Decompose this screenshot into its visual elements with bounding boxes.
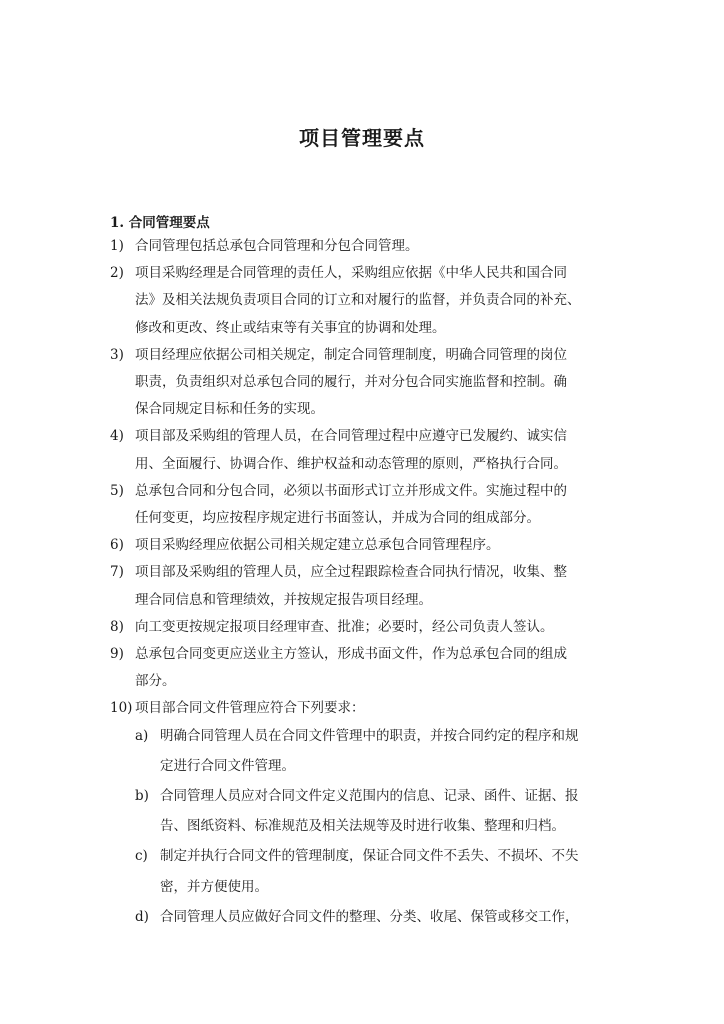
list-number: 4) — [110, 428, 124, 445]
list-item-line: 项目部及采购组的管理人员，应全过程跟踪检查合同执行情况，收集、整 — [135, 564, 567, 581]
list-number: 2) — [110, 265, 124, 282]
section-heading: 1. 合同管理要点 — [110, 215, 210, 231]
list-item-line: 向工变更按规定报项目经理审查、批准；必要时，经公司负责人签认。 — [135, 618, 554, 635]
list-number: 1) — [110, 238, 124, 254]
list-item-line: 项目采购经理是合同管理的责任人，采购组应依据《中华人民共和国合同 — [135, 265, 567, 282]
list-number: a) — [135, 727, 149, 744]
list-item-line: 理合同信息和管理绩效，并按规定报告项目经理。 — [135, 591, 432, 608]
list-item-line: 总承包合同和分包合同，必须以书面形式订立并形成文件。实施过程中的 — [135, 482, 567, 499]
sub-item-line: 明确合同管理人员在合同文件管理中的职责，并按合同约定的程序和规 — [160, 727, 579, 744]
list-item-line: 合同管理包括总承包合同管理和分包合同管理。 — [135, 238, 419, 254]
page-title: 项目管理要点 — [299, 126, 425, 150]
sub-item-line: 制定并执行合同文件的管理制度，保证合同文件不丢失、不损坏、不失 — [160, 848, 579, 865]
list-item-line: 用、全面履行、协调合作、维护权益和动态管理的原则，严格执行合同。 — [135, 455, 567, 472]
list-number: 10) — [110, 700, 133, 717]
list-number: d) — [135, 908, 149, 925]
list-number: b) — [135, 788, 149, 804]
list-number: 8) — [110, 618, 124, 635]
list-item-line: 项目部合同文件管理应符合下列要求： — [135, 700, 365, 717]
list-item-line: 保合同规定目标和任务的实现。 — [135, 401, 324, 418]
list-item-line: 部分。 — [135, 673, 176, 690]
list-item-line: 项目采购经理应依据公司相关规定建立总承包合同管理程序。 — [135, 537, 500, 554]
list-number: 9) — [110, 646, 124, 662]
sub-item-line: 合同管理人员应做好合同文件的整理、分类、收尾、保管或移交工作， — [160, 908, 579, 925]
list-item-line: 总承包合同变更应送业主方签认，形成书面文件，作为总承包合同的组成 — [135, 646, 567, 662]
sub-item-line: 定进行合同文件管理。 — [160, 757, 295, 774]
sub-item-line: 合同管理人员应对合同文件定义范围内的信息、记录、函件、证据、报 — [160, 788, 579, 804]
list-item-line: 任何变更，均应按程序规定进行书面签认，并成为合同的组成部分。 — [135, 510, 540, 526]
list-item-line: 修改和更改、终止或结束等有关事宜的协调和处理。 — [135, 319, 446, 336]
list-number: c) — [135, 848, 148, 865]
list-item-line: 职责，负责组织对总承包合同的履行，并对分包合同实施监督和控制。确 — [135, 374, 567, 390]
list-number: 6) — [110, 537, 124, 554]
sub-item-line: 密，并方便使用。 — [160, 878, 268, 895]
sub-item-line: 告、图纸资料、标准规范及相关法规等及时进行收集、整理和归档。 — [160, 818, 565, 835]
list-item-line: 法》及相关法规负责项目合同的订立和对履行的监督，并负责合同的补充、 — [135, 292, 581, 309]
list-number: 5) — [110, 482, 124, 499]
list-item-line: 项目经理应依据公司相关规定，制定合同管理制度，明确合同管理的岗位 — [135, 346, 567, 363]
list-number: 3) — [110, 346, 124, 363]
list-number: 7) — [110, 564, 124, 581]
list-item-line: 项目部及采购组的管理人员，在合同管理过程中应遵守已发履约、诚实信 — [135, 428, 567, 445]
